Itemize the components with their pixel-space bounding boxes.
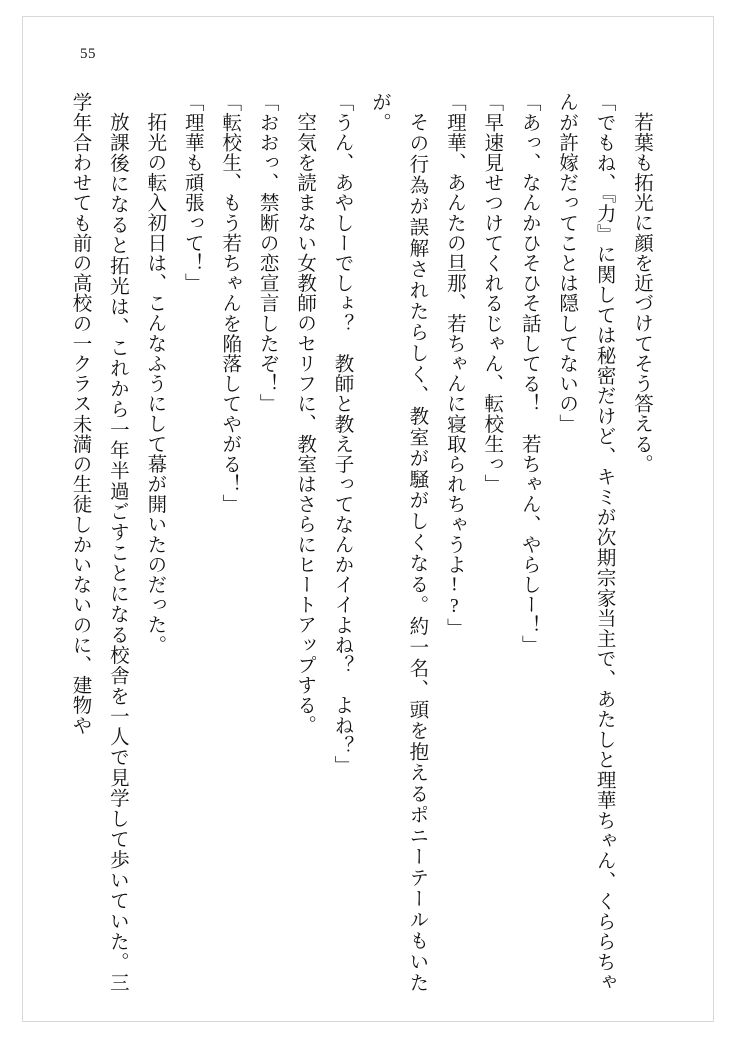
- paragraph: 放課後になると拓光は、これから一年半過ごすことになる校舎を一人で見学して歩いていた。三学年合わせても前の高校の一クラス未満の生徒しかいないのに、建物や: [69, 92, 128, 992]
- paragraph: 空気を読まない女教師のセリフに、教室はさらにヒートアップする。: [294, 111, 316, 735]
- paragraph: 「うん、あやしーでしょ？ 教師と教え子ってなんかイイよね？ よね？」: [331, 92, 353, 776]
- paragraph: 「でもね、『力』に関しては秘密だけど、キミが次期宗家当主で、あたしと理華ちゃん、くららちゃんが許嫁だってことは隠してないの」: [556, 92, 615, 992]
- paragraph: 「理華、あんたの旦那、若ちゃんに寝取られちゃうよ!?」: [443, 92, 465, 638]
- page-body-text: [52, 92, 660, 992]
- page-number: 55: [80, 46, 96, 62]
- paragraph: 「おおっ、禁断の恋宣言したぞ！」: [256, 92, 278, 414]
- paragraph: 「早速見せつけてくれるじゃん、転校生っ」: [481, 92, 503, 494]
- paragraph: 「転校生、もう若ちゃんを陥落してやがる！」: [219, 92, 241, 515]
- paragraph: 拓光の転入初日は、こんなふうにして幕が開いたのだった。: [144, 111, 166, 655]
- paragraph: 「理華も頑張って！」: [181, 92, 203, 293]
- paragraph: 若葉も拓光に顔を近づけてそう答える。: [631, 111, 652, 474]
- paragraph: 「あっ、なんかひそひそ話してる！ 若ちゃん、やらしー！」: [518, 92, 540, 655]
- paragraph: その行為が誤解されたらしく、教室が騒がしくなる。約一名、頭を抱えるポニーテールもいたが。: [368, 92, 428, 992]
